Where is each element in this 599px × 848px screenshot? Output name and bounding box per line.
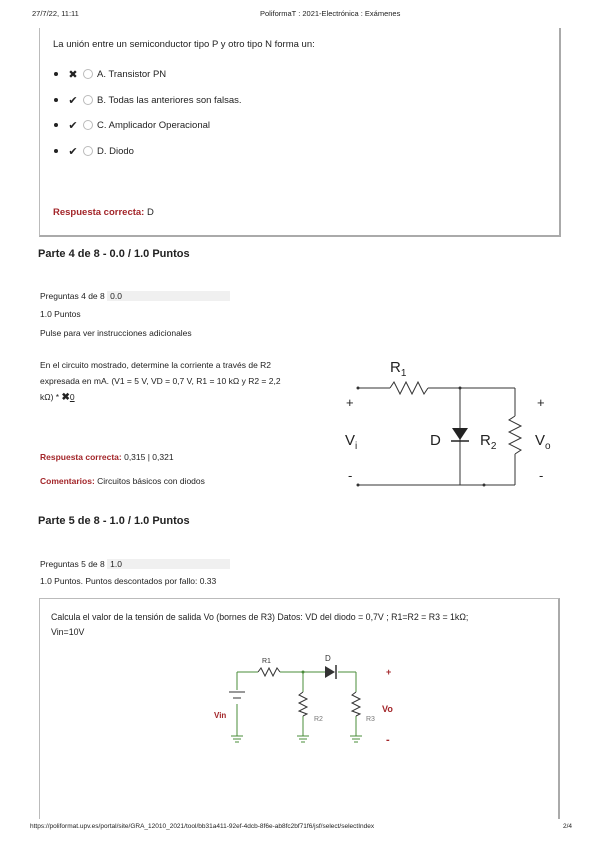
terminal-node <box>357 484 360 487</box>
page-number: 2/4 <box>563 823 573 830</box>
radio-button[interactable] <box>83 95 93 105</box>
print-url: https://poliformat.upv.es/portal/site/GRA_12010_2021/tool/bb31a411-92ef-4dcb-8f6e-ab8fc2bf71f6/jsf/select/selectIndex <box>30 823 375 830</box>
circuit-diagram-vin <box>210 650 410 755</box>
label-vi: $V_i$ <box>345 432 358 452</box>
plus-right: + <box>537 395 545 410</box>
part-heading: Parte 4 de 8 - 0.0 / 1.0 Puntos <box>38 248 190 260</box>
label-r2: R2 <box>314 716 323 723</box>
diode-symbol <box>451 428 469 441</box>
question-number: Preguntas 5 de 8 1.0 <box>40 559 230 569</box>
label-d: D <box>430 432 441 449</box>
option-label: B. Todas las anteriores son falsas. <box>97 94 242 106</box>
radio-button[interactable] <box>83 120 93 130</box>
cross-icon: ✖ <box>61 392 70 403</box>
bullet-icon <box>54 72 58 76</box>
resistor-r3 <box>352 692 360 716</box>
check-icon: ✔ <box>68 145 78 158</box>
print-datetime: 27/7/22, 11:11 <box>32 9 79 18</box>
resistor-r2 <box>299 692 307 716</box>
check-icon: ✔ <box>68 119 78 132</box>
minus-left: - <box>348 468 353 483</box>
radio-button[interactable] <box>83 146 93 156</box>
answer-input[interactable]: 0 <box>69 392 75 402</box>
question-text: La unión entre un semiconductor tipo P y otro tipo N forma un: <box>53 39 315 50</box>
correct-answer: Respuesta correcta: D <box>53 207 154 218</box>
option-label: A. Transistor PN <box>97 68 167 80</box>
label-vo: $V_o$ <box>535 432 551 452</box>
points-text: 1.0 Puntos. Puntos descontados por fallo: 0.33 <box>40 576 217 586</box>
label-r1: $R_1$ <box>390 359 407 379</box>
instructions-link[interactable]: Pulse para ver instrucciones adicionales <box>40 328 192 338</box>
bullet-icon <box>54 149 58 153</box>
score-field: 0.0 <box>107 291 230 301</box>
label-vo: Vo <box>382 704 393 714</box>
junction-node <box>459 387 462 390</box>
question-text: En el circuito mostrado, determine la corriente a través de R2 expresada en mA. (V1 = 5 V, VD = 0,7 V, R1 = 10 kΩ y R2 = 2,2 kΩ) * ✖0 <box>40 360 281 403</box>
label-plus: + <box>386 667 392 677</box>
check-icon: ✔ <box>68 94 78 107</box>
resistor-r1 <box>258 668 280 676</box>
minus-right: - <box>539 468 544 483</box>
option-c[interactable] <box>54 118 210 132</box>
question-box-3 <box>39 28 561 237</box>
radio-button[interactable] <box>83 69 93 79</box>
terminal-node <box>357 387 360 390</box>
score-field: 1.0 <box>107 559 230 569</box>
bullet-icon <box>54 123 58 127</box>
question-text: Calcula el valor de la tensión de salida Vo (bornes de R3) Datos: VD del diodo = 0,7V ; R1=R2 = R3 = 1kΩ; Vin=10V <box>51 612 469 637</box>
comments: Comentarios: Circuitos básicos con diodos <box>40 476 205 486</box>
label-r3: R3 <box>366 716 375 723</box>
label-d: D <box>325 654 331 663</box>
resistor-r1 <box>390 382 428 394</box>
option-d[interactable] <box>54 144 134 158</box>
part-heading: Parte 5 de 8 - 1.0 / 1.0 Puntos <box>38 515 190 527</box>
diode-symbol <box>325 665 336 679</box>
question-number: Preguntas 4 de 8 0.0 <box>40 291 230 301</box>
label-r1: R1 <box>262 658 271 665</box>
option-label: C. Amplicador Operacional <box>97 119 210 131</box>
option-a[interactable] <box>54 67 166 81</box>
correct-answer: Respuesta correcta: 0,315 | 0,321 <box>40 452 174 462</box>
label-minus: - <box>386 734 390 746</box>
label-vin: Vin <box>214 711 227 720</box>
cross-icon: ✖ <box>68 68 78 81</box>
points-text: 1.0 Puntos <box>40 309 81 319</box>
plus-left: + <box>346 395 354 410</box>
junction-node <box>483 484 486 487</box>
print-title: PoliformaT : 2021-Electrónica : Exámenes <box>260 9 401 18</box>
label-r2: $R_2$ <box>480 432 497 452</box>
circuit-diagram-diode-r2 <box>330 352 560 497</box>
resistor-r2 <box>509 416 521 454</box>
bullet-icon <box>54 98 58 102</box>
option-label: D. Diodo <box>97 145 134 157</box>
option-b[interactable] <box>54 93 242 107</box>
